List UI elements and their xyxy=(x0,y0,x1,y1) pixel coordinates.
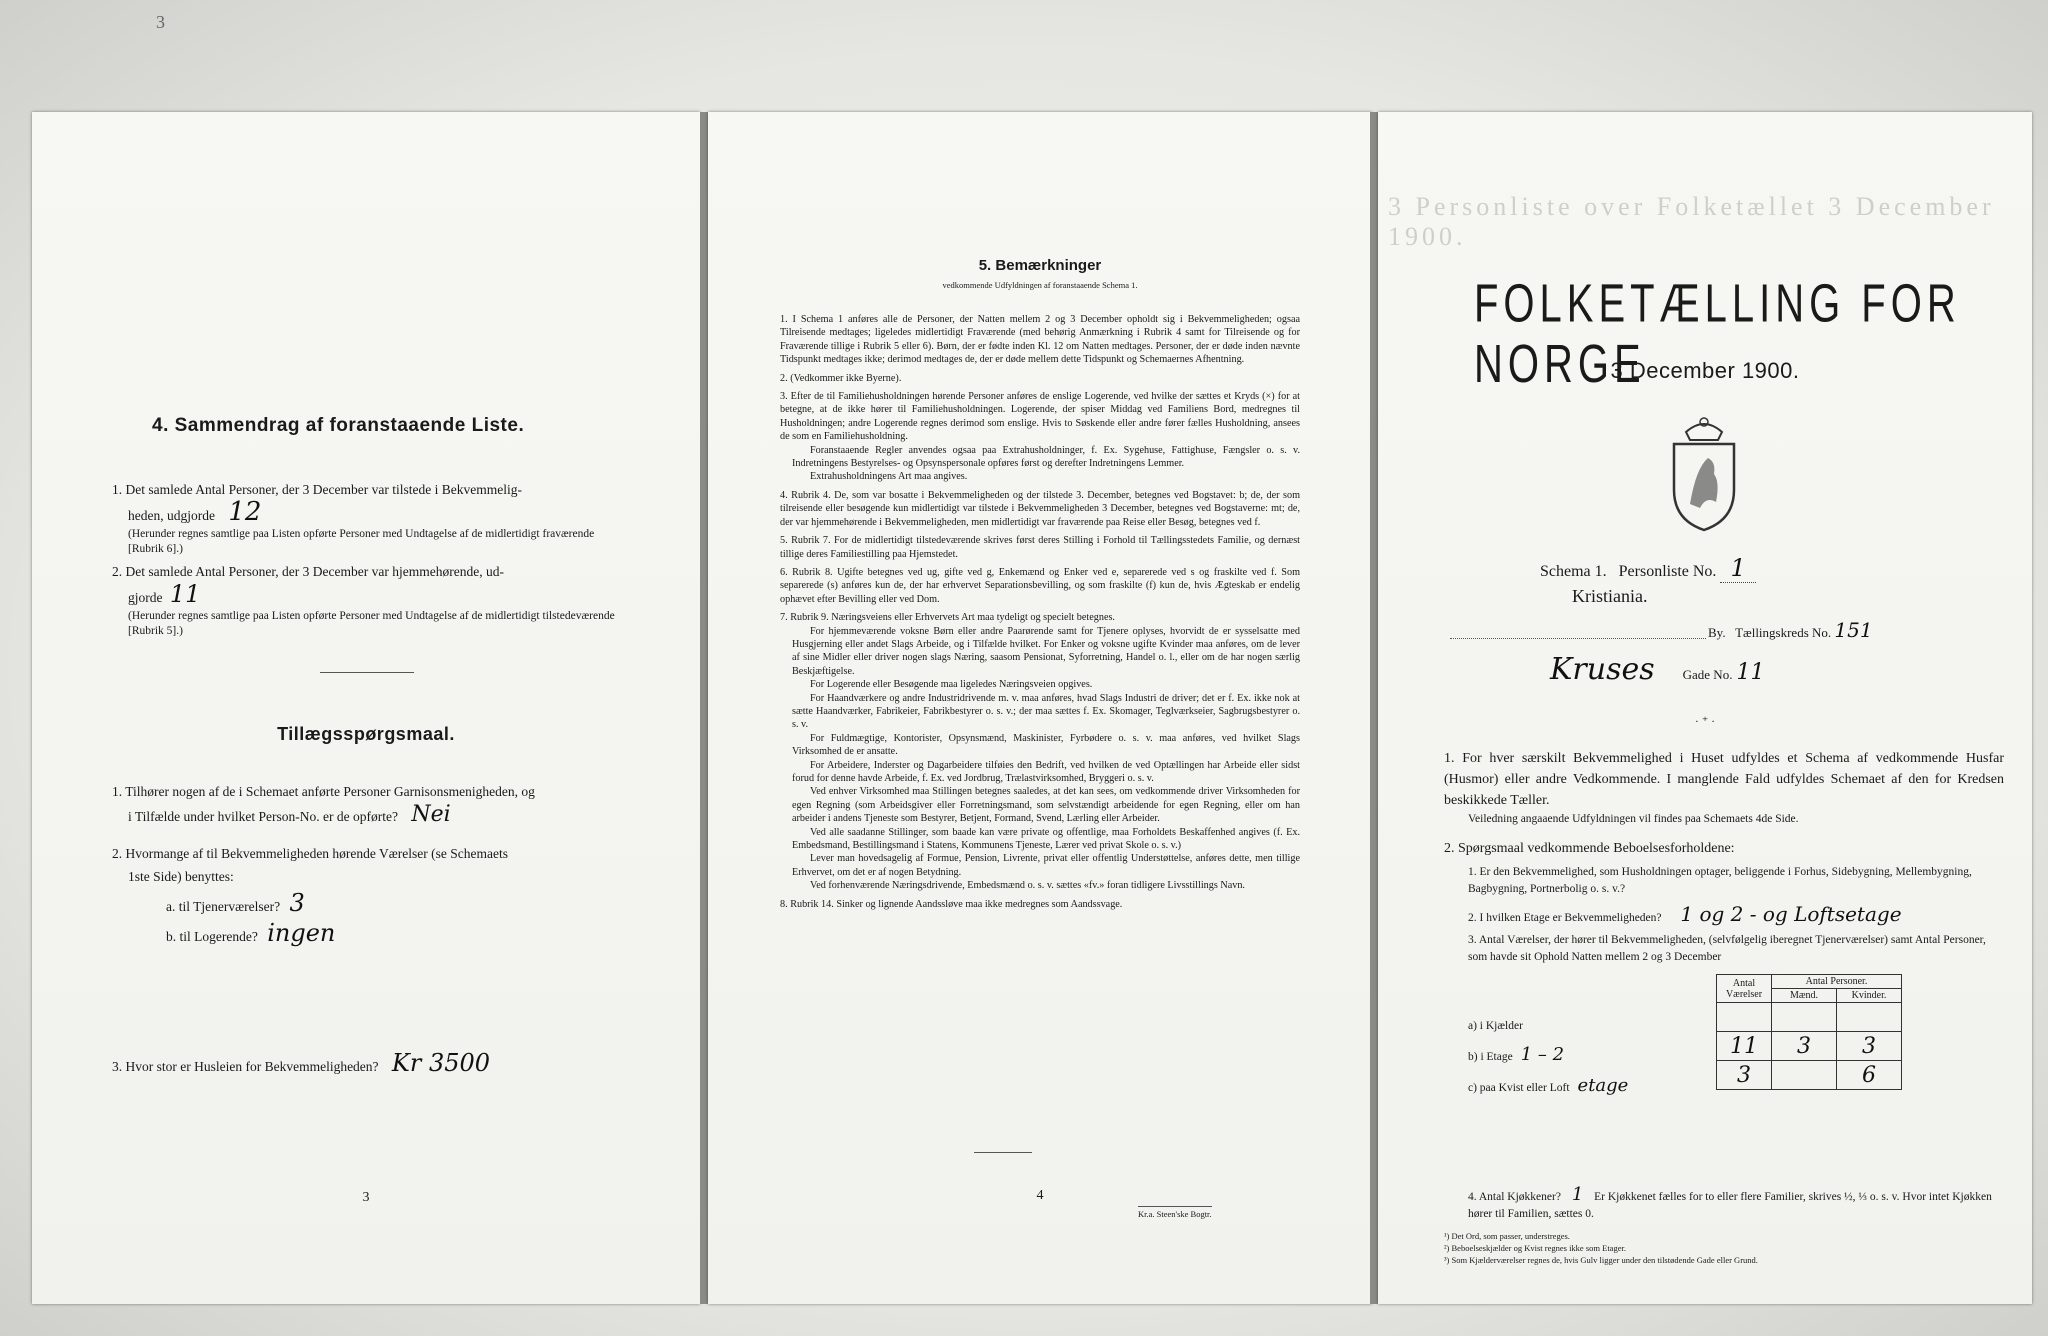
footnote: ²) Beboelseskjælder og Kvist regnes ikke som Etager. xyxy=(1444,1243,1626,1253)
street-line xyxy=(1450,652,2010,687)
footnote: ³) Som Kjælderværelser regnes de, hvis Gulv ligger under den tilstødende Gade eller Grund. xyxy=(1444,1255,1758,1265)
cell-women xyxy=(1837,1003,1902,1032)
remark-paragraph: For Haandværkere og andre Industridrivende m. v. maa anføres, hvad Slags Industri de driver; det er f. Ex. ikke nok at sætte Haandværker, Fabrikeier, Fabrikbestyrer o. s. v.; der maa sættes f. Ex. Skomager, Teglværkseier, Sagbrugsbestyrer o. s. v. xyxy=(792,692,1300,731)
street-name: Kruses xyxy=(1550,652,1655,687)
remark-paragraph: 8. Rubrik 14. Sinker og lignende Aandssløve maa ikke medregnes som Aandssvage. xyxy=(780,898,1123,910)
remarks-title: 5. Bemærkninger xyxy=(978,257,1102,274)
q2-text: 2. Hvormange af til Bekvemmeligheden hørende Værelser (se Schemaets xyxy=(112,846,509,861)
section4-title: 4. Sammendrag af foranstaaende Liste. xyxy=(152,415,525,436)
row-hand-entry xyxy=(1523,1013,1531,1034)
row-hand-entry: etage xyxy=(1577,1075,1629,1096)
remark-paragraph: For Arbeidere, Inderster og Dagarbeidere tilføies den Bedrift, ved hvilken de ved Optællingen har Arbeide eller sidst forud for denne havde Arbeide, f. Ex. ved Jordbrug, Trælastvirksomhed, Bryggeri o. s. v. xyxy=(792,759,1300,784)
cell-men xyxy=(1772,1003,1837,1032)
remark-paragraph: Ved enhver Virksomhed maa Stillingen betegnes saaledes, at det kan sees, om vedkommende driver Virksomheden for egen Regning (som Arbeidsgiver eller Forretningsmand, som selvstændigt arbeidende for egen Regning, eller om han arbeider i andens Tjeneste som Bestyrer, Betjent, Formand, Svend, Lærling eller Arbeider. xyxy=(792,786,1300,825)
cell-men: 3 xyxy=(1772,1032,1837,1061)
instruction-1 xyxy=(1444,748,2004,828)
housing-question-3: 3. Antal Værelser, der hører til Bekvemmeligheden, (selvfølgelig iberegnet Tjenerværelser) samt Antal Personer, som havde sit Ophold Natten mellem 2 og 3 December xyxy=(1468,934,1986,963)
remark-paragraph: 7. Rubrik 9. Næringsveiens eller Erhvervets Art maa tydeligt og specielt betegnes. xyxy=(780,612,1115,624)
gutter xyxy=(700,112,708,1304)
item1-text2: heden, udgjorde xyxy=(128,508,215,523)
supplementary-title: Tillægsspørgsmaal. xyxy=(277,724,455,744)
city-name: Kristiania. xyxy=(1572,586,1648,606)
footnotes xyxy=(1444,1230,2004,1266)
q2a-line xyxy=(112,889,672,918)
page-number: 3 xyxy=(362,1190,370,1205)
col-men: Mænd. xyxy=(1772,989,1837,1003)
q4-label: 4. Antal Kjøkkener? xyxy=(1468,1191,1561,1203)
row-label xyxy=(1468,1008,1716,1039)
page-3 xyxy=(32,112,700,1304)
col-rooms: Antal Værelser xyxy=(1717,975,1772,1003)
main-title: FOLKETÆLLING FOR NORGE xyxy=(1474,274,1961,395)
gade-number: 11 xyxy=(1736,660,1765,685)
remark-paragraph: Ved forhenværende Næringsdrivende, Embedsmænd o. s. v. sættes «fv.» foran tidligere Livsstillings Navn. xyxy=(810,880,1245,892)
present-count-value: 12 xyxy=(228,497,262,527)
rent-answer: Kr 3500 xyxy=(391,1049,491,1077)
q2a-label: a. til Tjenerværelser? xyxy=(166,899,281,914)
kreds-number: 151 xyxy=(1834,618,1873,642)
ornament: · ⁺ · xyxy=(1694,714,1716,728)
housing-question-1: 1. Er den Bekvemmelighed, som Husholdningen optager, beliggende i Forhus, Sidebygning, Mellembygning, Bagbygning, Portnerbolig o. s. v.? xyxy=(1468,866,1972,895)
remark-paragraph: 6. Rubrik 8. Ugifte betegnes ved ug, gifte ved g, Enkemænd og Enker ved e, separerede ved s og fraskilte ved f. Som separerede (s) anføres kun de, der har erhvervet Separationsbevilling, og som fraskilte (f) kun de, hvis Ægteskab er endelig ophævet efter Bevilling eller ved Dom. xyxy=(780,566,1300,605)
remark-paragraph: Lever man hovedsagelig af Formue, Pension, Livrente, privat eller offentlig Understøttelse, anføres dette, men tillige Erhvervet, om det er af nogen Betydning. xyxy=(792,853,1300,878)
gutter xyxy=(1370,112,1378,1304)
cell-men xyxy=(1772,1061,1837,1090)
row-label-text: a) i Kjælder xyxy=(1468,1020,1523,1032)
page-1 xyxy=(1378,112,2032,1304)
instruction-1-text: 1. For hver særskilt Bekvemmelighed i Huset udfyldes et Schema af vedkommende Husfar (Husmor) eller andre Vedkommende. I manglende Fald udfyldes Schemaet af den for Kredsen beskikkede Tæller. xyxy=(1444,751,2004,808)
remark-paragraph: 2. (Vedkommer ikke Byerne). xyxy=(780,372,902,384)
summary-item-2 xyxy=(112,560,652,639)
remark-paragraph: 5. Rubrik 7. For de midlertidigt tilstedeværende skrives først deres Stilling i Forhold til Tællingsstedets Familie, og dernæst tillige deres Familiestilling paa Hjemstedet. xyxy=(780,535,1300,560)
census-date: 3 December 1900. xyxy=(1610,358,1800,383)
item2-text2: gjorde xyxy=(128,590,163,605)
lodger-rooms-answer: ingen xyxy=(267,919,336,947)
q1-text2: i Tilfælde under hvilket Person-No. er de opførte? xyxy=(128,809,398,824)
item1-note: (Herunder regnes samtlige paa Listen opførte Personer med Undtagelse af de midlertidigt fraværende [Rubrik 6].) xyxy=(128,528,595,555)
item2-text: 2. Det samlede Antal Personer, der 3 December var hjemmehørende, ud- xyxy=(112,564,504,579)
personliste-number: 1 xyxy=(1720,554,1755,583)
row-label xyxy=(1468,1070,1716,1101)
remark-paragraph: Foranstaaende Regler anvendes ogsaa paa Extrahusholdninger, f. Ex. Sygehuse, Fattighuse, Fængsler o. s. v. Indretningens Bestyrelses- og Opsynspersonale opføres først og derefter Indretningens Lemmer. xyxy=(792,444,1300,470)
kitchen-answer: 1 xyxy=(1571,1184,1584,1205)
remark-paragraph: 4. Rubrik 4. De, som var bosatte i Bekvemmeligheden og der tilstede 3. December, betegnes ved Bogstavet: b; de, der som tilreisende eller besøgende kun midlertidigt var tilstede i Bekvemmeligheden 3 December, betegnes ved Bogstaverne: mt; de, der var hjemmehørende i Bekvemmeligheden, men midlertidigt var fraværende paa Reise eller Besøg, betegnes ved f. xyxy=(780,489,1300,528)
remark-paragraph: For Fuldmægtige, Kontorister, Opsynsmænd, Maskinister, Fyrbødere o. s. v. maa anføres, ved hvilket Slags Virksomhed de er ansatte. xyxy=(792,732,1300,758)
garrison-answer: Nei xyxy=(411,802,451,827)
page-4 xyxy=(708,112,1372,1304)
table-header-row xyxy=(1717,975,1902,989)
instruction-2: 2. Spørgsmaal vedkommende Beboelsesforholdene: xyxy=(1444,841,1735,856)
remarks-list xyxy=(780,308,1300,911)
schema-line xyxy=(1540,554,1756,582)
col-persons: Antal Personer. xyxy=(1772,975,1902,989)
table-row xyxy=(1717,1032,1902,1061)
ghost-show-through: 3 Personliste over Folketællet 3 December 1900. xyxy=(1388,192,1995,251)
q1-text: 1. Tilhører nogen af de i Schemaet anførte Personer Garnisonsmenigheden, og xyxy=(112,784,535,799)
q2b-label: b. til Logerende? xyxy=(166,929,258,944)
cell-women: 6 xyxy=(1837,1061,1902,1090)
row-label-text: c) paa Kvist eller Loft xyxy=(1468,1082,1570,1094)
remarks-subtitle: vedkommende Udfyldningen af foranstaaende Schema 1. xyxy=(942,280,1138,290)
supp-question-3 xyxy=(112,1049,672,1078)
printer-mark: Kr.a. Steen'ske Bogtr. xyxy=(1138,1206,1212,1219)
item2-note: (Herunder regnes samtlige paa Listen opførte Personer med Undtagelse af de midlertidigt tilstedeværende [Rubrik 5].) xyxy=(128,610,615,637)
dotted-line xyxy=(1450,638,1706,639)
corner-mark: 3 xyxy=(156,12,165,32)
page-number: 4 xyxy=(1036,1188,1044,1203)
row-hand-entry: 1 – 2 xyxy=(1520,1044,1565,1065)
kreds-label: Tællingskreds No. xyxy=(1735,625,1832,640)
floor-answer: 1 og 2 - og Loftsetage xyxy=(1680,902,1902,926)
remark-paragraph: 1. I Schema 1 anføres alle de Personer, der Natten mellem 2 og 3 December opholdt sig i Bekvemmeligheden; ogsaa Tilreisende medtages; ligeledes midlertidigt Fraværende (med behørig Anmærkning i Rubrik 4 samt for Tilreisende og for Fraværende tillige i Rubrik 5 eller 6). Børn, der er fødte inden Kl. 12 om Natten medtages. Personer, der er døde inden nævnte Tidspunkt medtages ikke; derimod medtages de, der er døde mellem dette Tidspunkt og Schemaernes Afhentning. xyxy=(780,314,1300,366)
remark-paragraph: For Logerende eller Besøgende maa ligeledes Næringsveien opgives. xyxy=(810,679,1093,691)
cell-women: 3 xyxy=(1837,1032,1902,1061)
remark-paragraph: Extrahusholdningens Art maa angives. xyxy=(810,471,968,483)
kreds-line xyxy=(1708,618,1873,642)
resident-count-value: 11 xyxy=(169,580,201,608)
item1-line2 xyxy=(112,497,652,527)
remark-paragraph: Ved alle saadanne Stillinger, som baade kan være private og offentlige, maa Forholdets Beskaffenhed angives (f. Ex. Embedsmand, Bestillingsmand i Statens, Kommunens Tjeneste, Lærer ved privat Skole o. s. v.) xyxy=(792,826,1300,852)
q4-rest: Er Kjøkkenet fælles for to eller flere Familier, skrives ½, ⅓ o. s. v. Hvor intet Kjøkken hører til Familien, sættes 0. xyxy=(1468,1191,1992,1220)
table-row xyxy=(1717,1003,1902,1032)
q3-text: 3. Hvor stor er Husleien for Bekvemmeligheden? xyxy=(112,1059,379,1074)
remark-paragraph: For hjemmeværende voksne Børn eller andre Paarørende samt for Tjenere oplyses, hvorvidt de er sysselsatte med Husgjerning eller andet Slags Arbeide, og i Tilfælde hvilket. For Enker og voksne ugifte Kvinder maa anføres, om de lever af sine Midler eller driver nogen slags Næring, saasom Pensionat, Syforretning, Handel o. l., eller om de har nogen særlig Beskjæftigelse. xyxy=(792,625,1300,677)
row-label-text: b) i Etage xyxy=(1468,1051,1513,1063)
divider xyxy=(974,1152,1032,1153)
row-label xyxy=(1468,1039,1716,1070)
q1-line2 xyxy=(112,803,672,828)
divider xyxy=(320,672,414,673)
q2-text2: 1ste Side) benyttes: xyxy=(128,869,234,884)
cell-rooms xyxy=(1717,1003,1772,1032)
cell-rooms: 3 xyxy=(1717,1061,1772,1090)
instruction-1-note: Veiledning angaaende Udfyldningen vil findes paa Schemaets 4de Side. xyxy=(1468,813,1799,825)
coat-of-arms-icon xyxy=(1656,412,1752,534)
remark-paragraph: 3. Efter de til Familiehusholdningen hørende Personer anføres de enslige Logerende, ved hvilke der sættes et Kryds (×) for at betegne, at de ikke hører til Familiehusholdningen. Logerende, der spiser Middag ved Familiens Bord, medregnes til Husholdningen; andre Logerende regnes derimod som enslige. Hvis to Søskende eller andre fører fælles Husholdning, ansees de som en Familiehusholdning. xyxy=(780,391,1300,443)
supp-question-1 xyxy=(112,780,672,828)
table-row xyxy=(1717,1061,1902,1090)
occupancy-row-labels xyxy=(1468,1008,1716,1101)
personliste-label: Personliste No. xyxy=(1618,563,1717,580)
summary-item-1 xyxy=(112,478,652,557)
footnote: ¹) Det Ord, som passer, understreges. xyxy=(1444,1231,1570,1241)
col-women: Kvinder. xyxy=(1837,989,1902,1003)
cell-rooms: 11 xyxy=(1717,1032,1772,1061)
item2-line2 xyxy=(112,580,652,609)
supp-question-2 xyxy=(112,842,672,948)
gade-label: Gade No. xyxy=(1682,667,1733,682)
occupancy-table xyxy=(1716,974,1902,1090)
q2b-line xyxy=(112,919,672,948)
housing-question-2 xyxy=(1468,902,2004,927)
housing-question-4 xyxy=(1468,1186,2004,1223)
item1-text: 1. Det samlede Antal Personer, der 3 December var tilstede i Bekvemmelig- xyxy=(112,482,522,497)
servant-rooms-answer: 3 xyxy=(289,889,305,917)
occupancy-block xyxy=(1468,974,2004,1096)
by-label: By. xyxy=(1708,625,1726,640)
q2-label: 2. I hvilken Etage er Bekvemmeligheden? xyxy=(1468,912,1662,924)
schema-label: Schema 1. xyxy=(1540,563,1607,580)
